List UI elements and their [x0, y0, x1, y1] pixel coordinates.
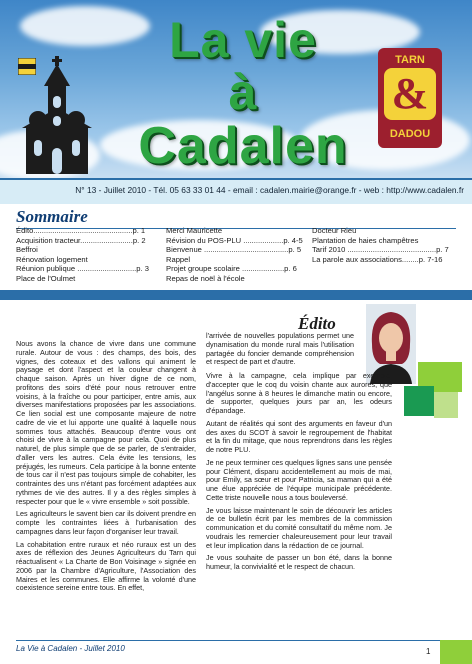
footer-divider: [16, 640, 456, 641]
edito-paragraph: Autant de réalités qui sont des arguments en faveur d'un des axes du SCOT à savoir le regroupement de l'habitat et la fin du mitage, que nous reprendrons dans les règles de notre PLU.: [206, 418, 392, 454]
sommaire-title: Sommaire: [16, 207, 88, 226]
newsletter-title: [118, 14, 368, 174]
edito-paragraph: Les agriculteurs le savent bien car ils doivent prendre en compte les contraintes liées à l'urbanisation des campagnes dans leur façon d'organiser leur travail.: [16, 509, 196, 536]
edito-paragraph: Vivre à la campagne, cela implique par exemple, d'accepter que le coq du voisin chante aux aurores, que l'angélus sonne à 8 heures le dimanche matin ou encore, de supporter, quelques jours par an, les odeurs d'épandage.: [206, 372, 392, 415]
toc-column-2: [166, 226, 303, 284]
toc-item: Rappel: [166, 254, 191, 264]
toc-item: Rénovation logement: [16, 254, 88, 264]
footer-publication: La Vie à Cadalen - Juillet 2010: [16, 644, 125, 653]
toc-item: Révision du POS-PLU ...................p. 4-5: [166, 235, 303, 245]
edito-paragraph: La cohabitation entre ruraux et néo ruraux est un des axes de réflexion des Jeunes Agriculteurs du Tarn qui réactualisent « La Charte de Bon Voisinage » signée en 2006 par la Chambre d'Agriculture, l'Association des Maires et les communes. Elle affirme la volonté d'une coexistence sereine entre tous. En effet,: [16, 539, 196, 593]
toc-item: Réunion publique ............................p. 3: [16, 264, 149, 274]
section-band: [0, 290, 472, 300]
toc-item: Beffroi: [16, 245, 38, 255]
toc-item: Plantation de haies champêtres: [312, 235, 419, 245]
toc-item: Bienvenue ........................................p. 5: [166, 245, 302, 255]
edito-column-left: [16, 340, 196, 628]
toc-item: Docteur Rieu: [312, 226, 357, 235]
toc-item: La parole aux associations........p. 7-16: [312, 254, 443, 264]
edito-paragraph: Je vous laisse maintenant le soin de découvrir les articles de ce bulletin écrit par les membres de la commission communication et du comité consultatif du même nom. Je voudrais les remercier chaleureusement pour leur travail et leur implication dans la rédaction de ce journal.: [206, 505, 392, 550]
edito-paragraph: l'arrivée de nouvelles populations permet une dynamisation du monde rural mais l'utilisation partagée du foncier demande compréhension et respect de part et d'autre.: [206, 331, 354, 367]
toc-item: Repas de noël à l'école: [166, 273, 245, 283]
toc-item: Édito...............................................p. 1: [16, 226, 146, 235]
logo-top-text: TARN: [395, 54, 425, 66]
toc-column-1: [16, 226, 152, 284]
toc-item: Merci Mauricette: [166, 226, 223, 235]
contact-line: N° 13 - Juillet 2010 - Tél. 05 63 33 01 44 - email : cadalen.mairie@orange.fr - web : http://www.cadalen.fr: [75, 185, 464, 195]
edito-column-right-top: [206, 332, 354, 371]
title-line-3: Cadalen: [138, 117, 348, 175]
masthead: [0, 0, 472, 178]
contact-strip: [0, 178, 472, 204]
toc-column-3: [312, 226, 460, 264]
toc-item: Place de l'Oulmet: [16, 273, 76, 283]
table-of-contents: [0, 204, 472, 290]
title-line-2: à: [228, 64, 258, 120]
edito-column-right: [206, 372, 392, 630]
edito-paragraph: Je ne peux terminer ces quelques lignes sans une pensée pour Clément, disparu accidentellement au mois de mai, pour Emily, sa sœur et pour Patricia, sa maman qui a été une élue appréciée de l'équipe municipale précédente. Cette triste nouvelle nous a tous bouleversé.: [206, 457, 392, 502]
logo-bottom-text: DADOU: [389, 128, 431, 140]
edito-paragraph: Je vous souhaite de passer un bon été, dans la bonne humeur, la convivialité et le respect de chacun.: [206, 553, 392, 571]
tarn-dadou-logo: [378, 48, 442, 148]
coat-of-arms-icon: [18, 58, 36, 75]
footer-accent: [440, 640, 472, 664]
toc-item: Acquisition tracteur.........................p. 2: [16, 235, 146, 245]
logo-ampersand: &: [384, 68, 436, 120]
decor-square: [404, 386, 434, 416]
decor-square: [434, 392, 458, 418]
toc-item: Projet groupe scolaire ....................p. 6: [166, 264, 297, 274]
edito-heading: Édito: [298, 314, 336, 333]
toc-item: Tarif 2010 ..........................................p. 7: [312, 245, 449, 255]
edito-paragraph: Nous avons la chance de vivre dans une commune rurale. Autour de vous : des champs, des bois, des vignes, des coteaux et des vallons qui animent le paysage et dont l'aspect et la couleur changent à chaque saison. Après un hiver digne de ce nom, profitons des soirs d'été pour nous retrouver entre voisins, à la fraîche ou pour participer, entre amis, aux diverses manifestations proposées par les associations. Ce lien social est une composante majeure de notre cadre de vie et lui apporte une qualité à laquelle nous sommes tous attachés. Beaucoup d'entre vous ont choisi de vivre à la campagne pour cela. Quoi de plus naturel, de plus simple que de se parler, de s'entraider, d'aller vers les autres. Cela évite les tensions, les préjugés, les rumeurs. Cela participe à la bonne entente de tous car il n'est pas toujours simple de cohabiter, les contraintes des uns n'étant pas forcément adaptées aux rythmes de vie des autres. Il y a des règles simples à respecter pour que le « vivre ensemble » soit possible.: [16, 340, 196, 506]
title-line-1: La vie: [169, 12, 317, 68]
page-number: 1: [426, 647, 431, 656]
